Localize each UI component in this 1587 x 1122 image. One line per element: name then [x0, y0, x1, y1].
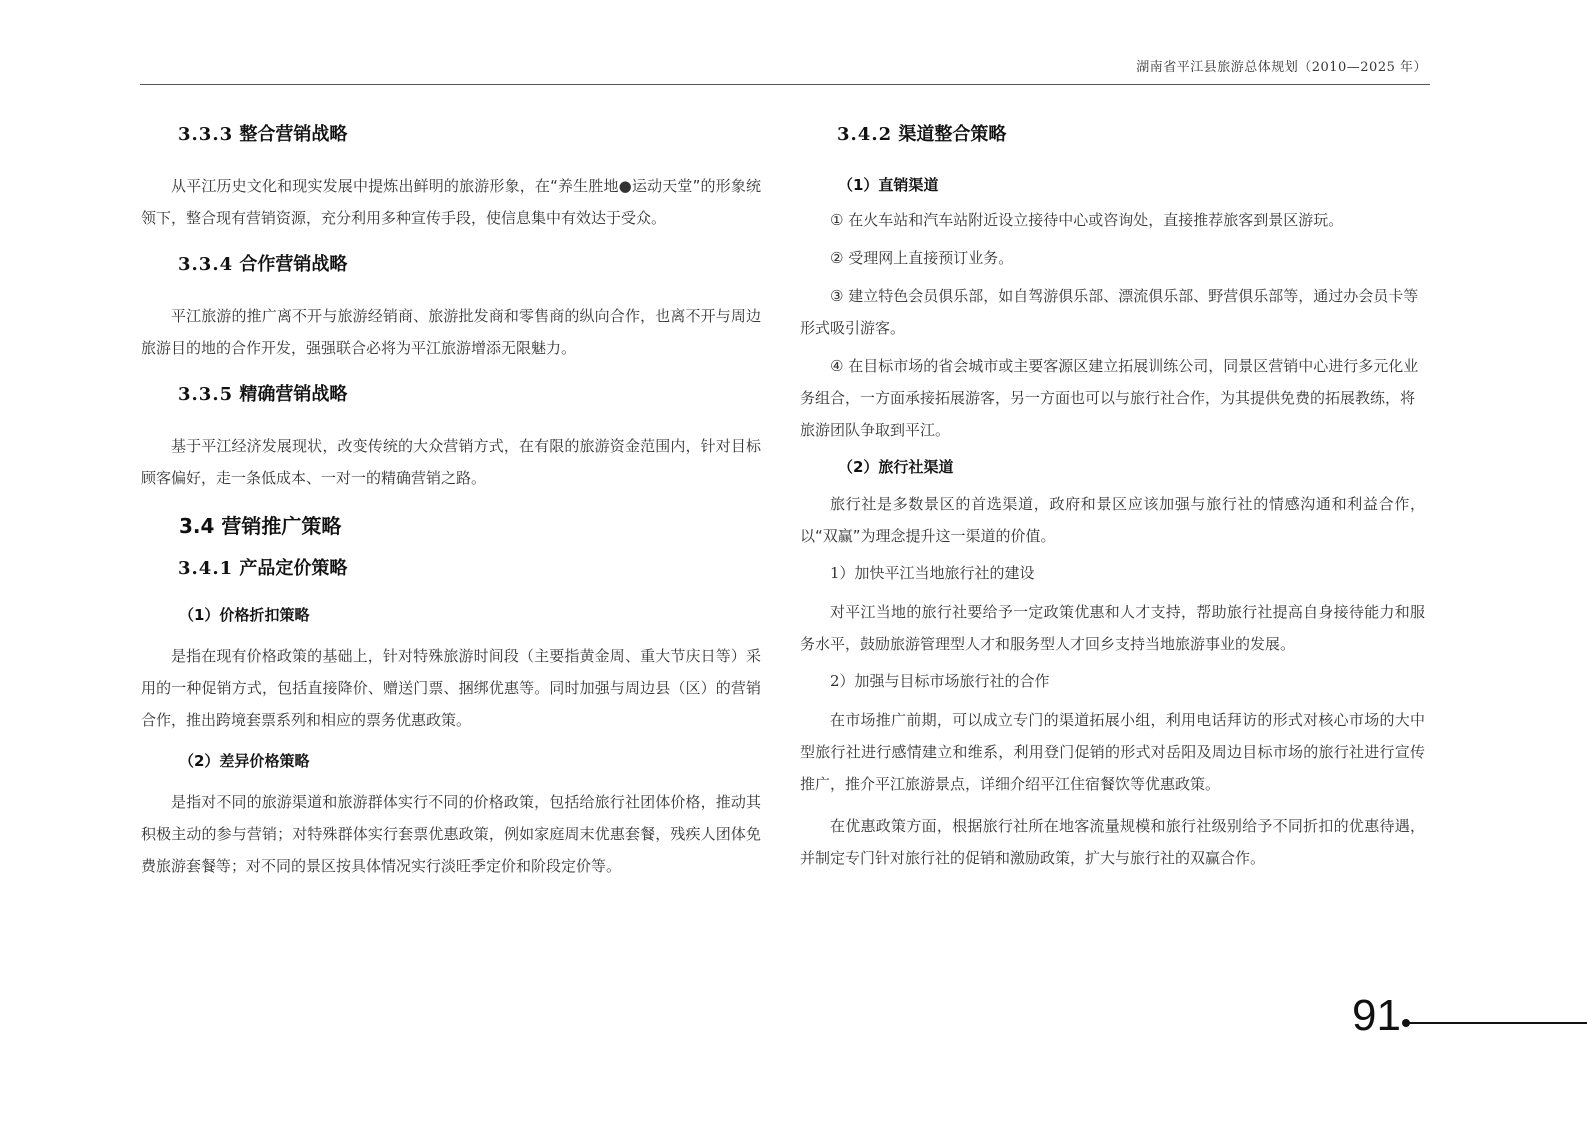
list-item: ③ 建立特色会员俱乐部，如自驾游俱乐部、漂流俱乐部、野营俱乐部等，通过办会员卡等形式吸引游客。: [800, 287, 1419, 337]
section-heading-3-4-2: [837, 118, 1425, 152]
section-number: 3.3.4: [178, 254, 234, 275]
left-column: [141, 118, 761, 882]
section-number: 3.4: [179, 514, 215, 538]
section-heading-3-4-1: [178, 552, 761, 586]
section-number: 3.4.1: [178, 558, 234, 579]
section-number: 3.3.5: [178, 384, 234, 405]
minor-heading: 1）加快平江当地旅行社的建设: [830, 564, 1035, 582]
running-header: 湖南省平江县旅游总体规划（2010—2025 年）: [1136, 60, 1427, 75]
paragraph: 旅行社是多数景区的首选渠道，政府和景区应该加强与旅行社的情感沟通和利益合作，以“双赢”为理念提升这一渠道的价值。: [800, 495, 1425, 545]
subheading-direct-channel: （1）直销渠道: [838, 176, 939, 194]
subheading-differential-price: （2）差异价格策略: [179, 752, 310, 770]
list-item: ① 在火车站和汽车站附近设立接待中心或咨询处，直接推荐旅客到景区游玩。: [830, 211, 1344, 229]
section-title: 产品定价策略: [239, 558, 348, 579]
subheading-price-discount: （1）价格折扣策略: [179, 606, 310, 624]
section-heading-3-3-3: [178, 118, 761, 152]
section-heading-3-3-5: [178, 378, 761, 412]
section-heading-3-4: [179, 508, 761, 544]
section-title: 渠道整合策略: [898, 124, 1007, 145]
paragraph: 是指对不同的旅游渠道和旅游群体实行不同的价格政策，包括给旅行社团体价格，推动其积极主动的参与营销；对特殊群体实行套票优惠政策，例如家庭周末优惠套餐，残疾人团体免费旅游套餐等；对不同的景区按具体情况实行淡旺季定价和阶段定价等。: [141, 793, 761, 875]
section-title: 营销推广策略: [221, 514, 342, 538]
section-heading-3-3-4: [178, 248, 761, 282]
section-title: 合作营销战略: [239, 254, 348, 275]
subheading-travel-agency-channel: （2）旅行社渠道: [838, 458, 954, 476]
paragraph: 平江旅游的推广离不开与旅游经销商、旅游批发商和零售商的纵向合作，也离不开与周边旅游目的地的合作开发，强强联合必将为平江旅游增添无限魅力。: [141, 307, 761, 357]
page-number: 91: [1352, 991, 1401, 1040]
paragraph: 从平江历史文化和现实发展中提炼出鲜明的旅游形象，在“养生胜地●运动天堂”的形象统领下，整合现有营销资源，充分利用多种宣传手段，使信息集中有效达于受众。: [141, 177, 761, 227]
paragraph: 基于平江经济发展现状，改变传统的大众营销方式，在有限的旅游资金范围内，针对目标顾客偏好，走一条低成本、一对一的精确营销之路。: [141, 437, 761, 487]
section-number: 3.3.3: [178, 124, 234, 145]
paragraph: 是指在现有价格政策的基础上，针对特殊旅游时间段（主要指黄金周、重大节庆日等）采用的一种促销方式，包括直接降价、赠送门票、捆绑优惠等。同时加强与周边县（区）的营销合作，推出跨境套票系列和相应的票务优惠政策。: [141, 647, 761, 729]
list-item: ④ 在目标市场的省会城市或主要客源区建立拓展训练公司，同景区营销中心进行多元化业务组合，一方面承接拓展游客，另一方面也可以与旅行社合作，为其提供免费的拓展教练，将旅游团队争取到平江。: [800, 357, 1419, 439]
paragraph: 在优惠政策方面，根据旅行社所在地客流量规模和旅行社级别给予不同折扣的优惠待遇，并制定专门针对旅行社的促销和激励政策，扩大与旅行社的双赢合作。: [800, 817, 1425, 867]
section-title: 精确营销战略: [239, 384, 348, 405]
paragraph: 对平江当地的旅行社要给予一定政策优惠和人才支持，帮助旅行社提高自身接待能力和服务水平，鼓励旅游管理型人才和服务型人才回乡支持当地旅游事业的发展。: [800, 603, 1425, 653]
minor-heading: 2）加强与目标市场旅行社的合作: [830, 672, 1050, 690]
list-item: ② 受理网上直接预订业务。: [830, 249, 1014, 267]
header-divider: [140, 84, 1430, 85]
section-number: 3.4.2: [837, 124, 893, 145]
right-column: [800, 118, 1425, 874]
paragraph: 在市场推广前期，可以成立专门的渠道拓展小组，利用电话拜访的形式对核心市场的大中型旅行社进行感情建立和维系，利用登门促销的形式对岳阳及周边目标市场的旅行社进行宣传推广，推介平江旅游景点，详细介绍平江住宿餐饮等优惠政策。: [800, 711, 1425, 793]
page-number-rule: [1408, 1022, 1587, 1024]
section-title: 整合营销战略: [239, 124, 348, 145]
